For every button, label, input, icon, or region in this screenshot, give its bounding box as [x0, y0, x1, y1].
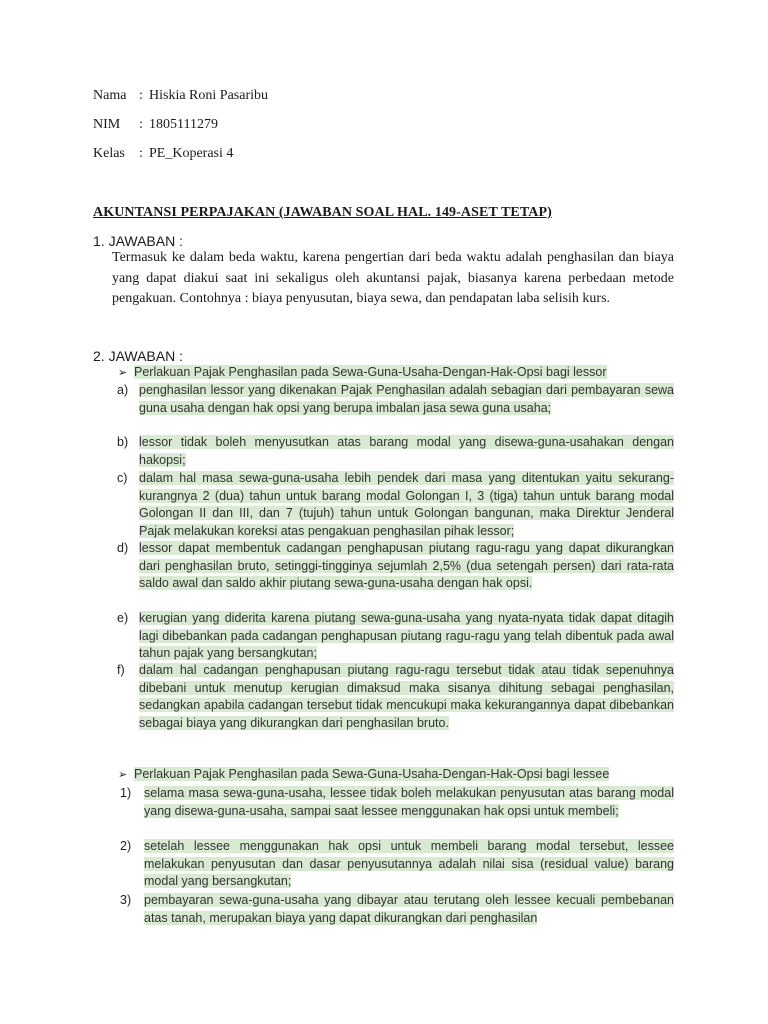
nim-separator: : [139, 117, 143, 132]
list-marker: 3) [120, 893, 132, 907]
list-marker: b) [117, 435, 129, 449]
list-marker: 2) [120, 839, 132, 853]
name-value: Hiskia Roni Pasaribu [149, 88, 268, 103]
list-item-text: pembayaran sewa-guna-usaha yang dibayar atau terutang oleh lessee kecuali pembebanan atas tanah, merupakan biaya yang dapat dikurangkan dari penghasilan [144, 893, 674, 925]
name-row [93, 88, 268, 104]
class-label: Kelas [93, 146, 125, 161]
name-separator: : [139, 88, 143, 103]
class-row [93, 146, 233, 162]
document-title: AKUNTANSI PERPAJAKAN (JAWABAN SOAL HAL. 149-ASET TETAP) [93, 205, 552, 220]
class-separator: : [139, 146, 143, 161]
list-item-text: lessor tidak boleh menyusutkan atas barang modal yang disewa-guna-usahakan dengan hakopsi; [139, 435, 674, 467]
lessee-section-title [118, 767, 609, 781]
q1-answer-text: Termasuk ke dalam beda waktu, karena pengertian dari beda waktu adalah penghasilan dan biaya yang dapat diakui saat ini sekaligus oleh akuntansi pajak, biasanya karena perbedaan metode pengakuan. Contohnya : biaya penyusutan, biaya sewa, dan pendapatan laba selisih kurs. [112, 250, 674, 306]
lessor-title-text: Perlakuan Pajak Penghasilan pada Sewa-Guna-Usaha-Dengan-Hak-Opsi bagi lessor [134, 365, 607, 379]
list-item-text: penghasilan lessor yang dikenakan Pajak Penghasilan adalah sebagian dari pembayaran sewa guna usaha dengan hak opsi yang berupa imbalan jasa sewa guna usaha; [139, 383, 674, 415]
class-value: PE_Koperasi 4 [149, 146, 234, 161]
list-item-text: dalam hal masa sewa-guna-usaha lebih pendek dari masa yang ditentukan yaitu sekurang-kurangnya 2 (dua) tahun untuk barang modal Golongan I, 3 (tiga) tahun untuk barang modal Golongan II dan III, dan 7 (tujuh) tahun untuk Golongan bangunan, maka Direktur Jenderal Pajak melakukan koreksi atas pengakuan penghasilan pihak lessor; [139, 471, 674, 538]
arrow-bullet-icon: ➢ [118, 768, 128, 781]
nim-value: 1805111279 [149, 117, 218, 132]
list-item-text: lessor dapat membentuk cadangan penghapusan piutang ragu-ragu yang dapat dikurangkan dari penghasilan bruto, setinggi-tingginya sejumlah 2,5% (dua setengah persen) dari rata-rata saldo awal dan saldo akhir piutang sewa-guna-usaha dengan hak opsi. [139, 541, 674, 590]
q1-heading: 1. JAWABAN : [93, 233, 183, 249]
list-item-text: dalam hal cadangan penghapusan piutang ragu-ragu tersebut tidak atau tidak sepenuhnya dibebani untuk menutup kerugian dimaksud maka sisanya dihitung sebagai penghasilan, sedangkan apabila cadangan tersebut tidak mencukupi maka kekurangannya dapat dibebankan sebagai biaya yang dikurangkan dari penghasilan bruto. [139, 663, 674, 730]
nim-row [93, 117, 218, 133]
list-marker: 1) [120, 786, 132, 800]
list-marker: d) [117, 541, 129, 555]
lessee-title-text: Perlakuan Pajak Penghasilan pada Sewa-Guna-Usaha-Dengan-Hak-Opsi bagi lessee [134, 767, 610, 781]
list-item-text: selama masa sewa-guna-usaha, lessee tidak boleh melakukan penyusutan atas barang modal yang disewa-guna-usaha, sampai saat lessee menggunakan hak opsi untuk membeli; [144, 786, 674, 818]
arrow-bullet-icon: ➢ [118, 366, 128, 379]
list-marker: c) [117, 471, 128, 485]
list-item-text: setelah lessee menggunakan hak opsi untuk membeli barang modal tersebut, lessee melakukan penyusutan dan dasar penyusutannya adalah nilai sisa (residual value) barang modal yang bersangkutan; [144, 839, 674, 888]
list-marker: e) [117, 611, 129, 625]
q2-heading: 2. JAWABAN : [93, 348, 183, 364]
list-item-text: kerugian yang diderita karena piutang sewa-guna-usaha yang nyata-nyata tidak dapat ditagih lagi dibebankan pada cadangan penghapusan piutang ragu-ragu yang telah dibentuk pada awal tahun pajak yang bersangkutan; [139, 611, 674, 660]
name-label: Nama [93, 88, 127, 103]
lessor-section-title [118, 365, 607, 379]
nim-label: NIM [93, 117, 121, 132]
list-marker: a) [117, 383, 129, 397]
list-marker: f) [117, 663, 125, 677]
